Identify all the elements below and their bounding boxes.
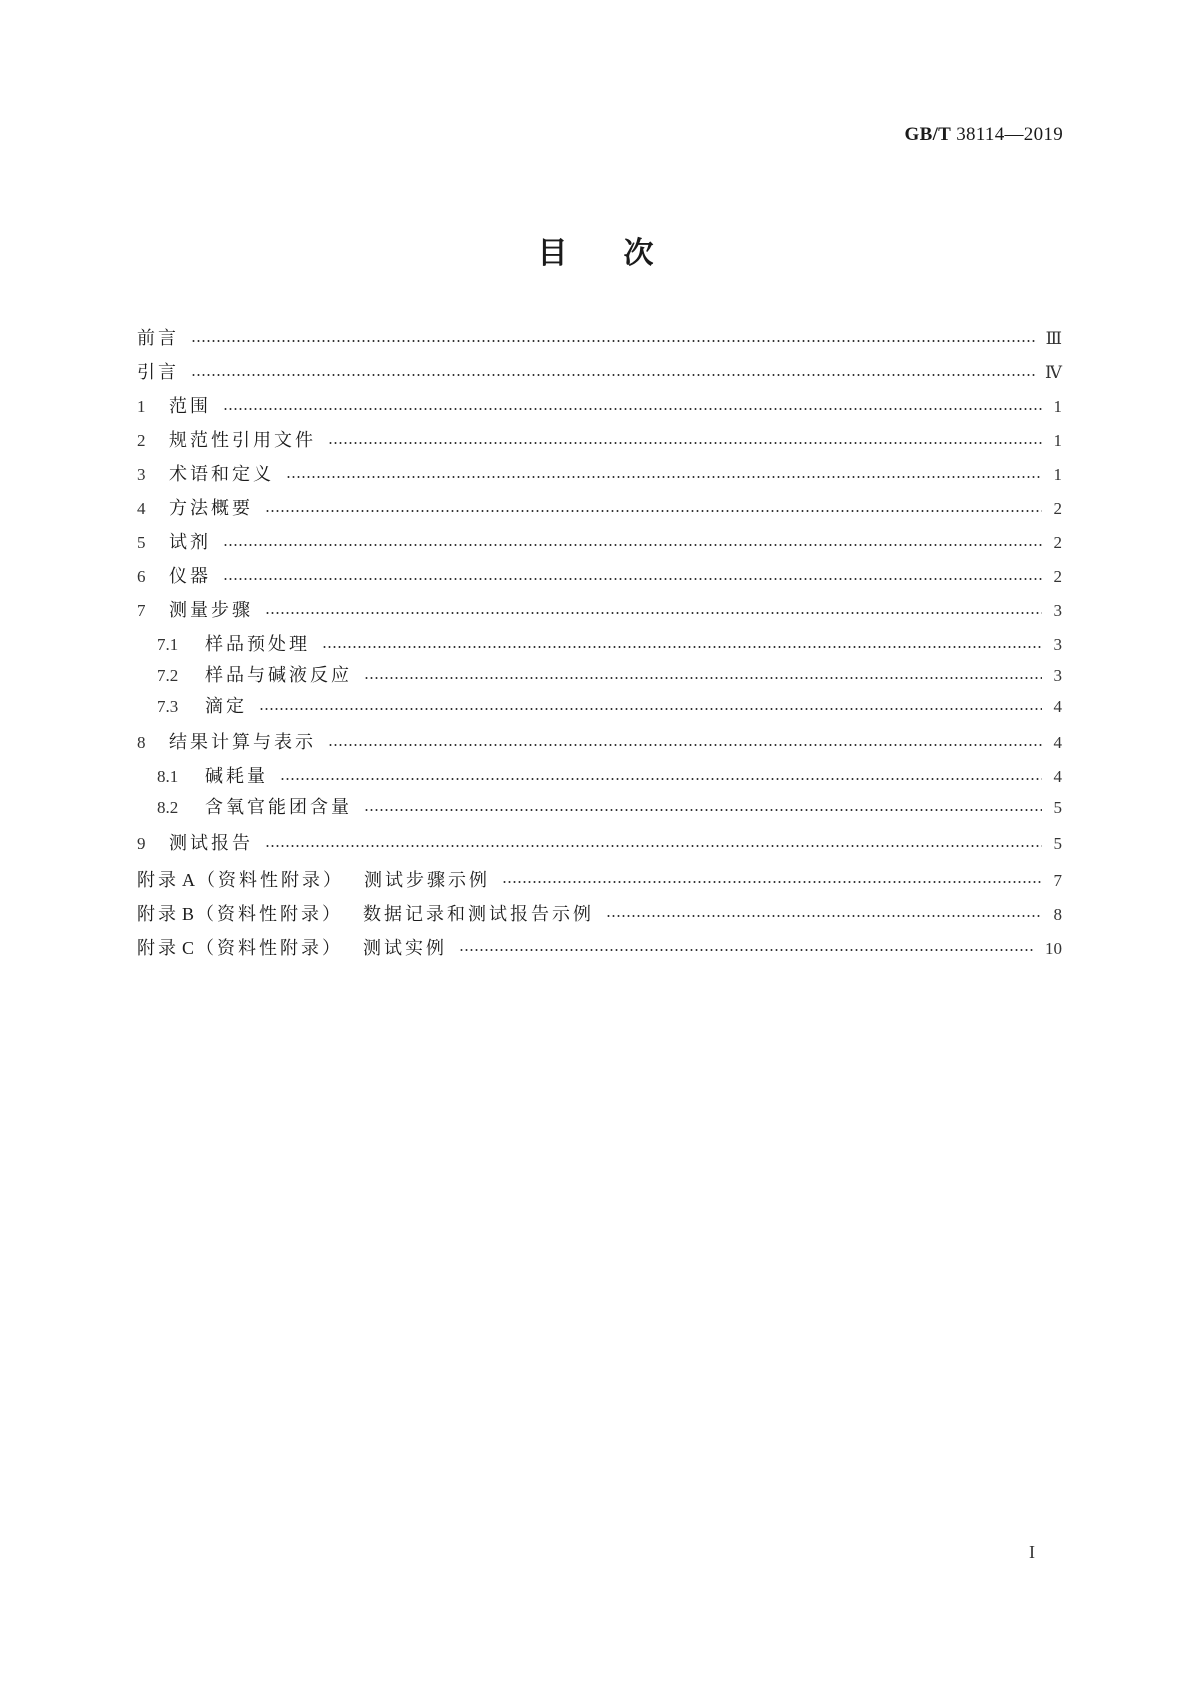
toc-entry-page: 2 [1053,567,1062,586]
appendix-type: （资料性附录） [196,904,344,925]
toc-entry-1[interactable] [137,392,1062,422]
toc-entry-label: 含氧官能团含量 [205,797,352,818]
dot-leader [328,442,1042,444]
dot-leader [502,881,1042,883]
dot-leader [191,340,1036,342]
toc-entry-page: 5 [1053,798,1062,817]
toc-entry-number: 4 [137,499,146,518]
toc-entry-number: 6 [137,567,146,586]
toc-entry-page: 10 [1045,939,1062,958]
toc-entry-number: 8.2 [157,798,179,817]
toc-entry-7-3[interactable] [157,692,1062,722]
toc-entry-label: 样品与碱液反应 [205,665,352,686]
toc-entry-8[interactable] [137,728,1062,758]
toc-entry-label: 规范性引用文件 [169,430,316,451]
toc-entry-label: 试剂 [169,532,211,553]
toc-entry-label: 引言 [137,362,179,383]
toc-entry-2[interactable] [137,426,1062,456]
toc-entry-label: 前言 [137,328,179,349]
toc-entry-page: 2 [1053,533,1062,552]
appendix-letter: C [182,938,195,958]
appendix-letter: A [182,870,195,890]
dot-leader [322,646,1042,648]
toc-entry-7-2[interactable] [157,661,1062,691]
standard-number: 38114—2019 [956,124,1063,145]
appendix-prefix: 附录 [137,938,179,959]
toc-entry-label: 范围 [169,396,211,417]
toc-entry-number: 7.2 [157,666,179,685]
toc-entry-page: 5 [1053,834,1062,853]
toc-entry-introduction[interactable] [137,358,1062,388]
dot-leader [459,949,1035,951]
dot-leader [259,708,1042,710]
toc-entry-number: 2 [137,431,146,450]
toc-entry-label: 样品预处理 [205,634,310,655]
toc-entry-label: 方法概要 [169,498,253,519]
standard-prefix: GB/T [904,124,952,145]
toc-entry-label: 仪器 [169,566,211,587]
toc-entry-page: 1 [1053,397,1062,416]
toc-entry-page: 1 [1053,431,1062,450]
toc-entry-appendix-c[interactable] [137,933,1062,963]
toc-entry-label: 测试报告 [169,833,253,854]
toc-entry-number: 5 [137,533,146,552]
dot-leader [265,612,1042,614]
appendix-letter: B [182,904,195,924]
toc-entry-number: 9 [137,834,146,853]
toc-entry-7[interactable] [137,596,1062,626]
toc-entry-label: 结果计算与表示 [169,732,316,753]
toc-entry-number: 8.1 [157,767,179,786]
toc-entry-8-1[interactable] [157,762,1062,792]
page-number: I [1029,1542,1035,1562]
toc-entry-number: 7.1 [157,635,179,654]
toc-entry-appendix-b[interactable] [137,899,1062,929]
toc-entry-appendix-a[interactable] [137,865,1062,895]
toc-entry-page: 4 [1053,697,1062,716]
toc-entry-number: 7.3 [157,697,179,716]
toc-entry-page: 1 [1053,465,1062,484]
toc-entry-page: 8 [1053,905,1062,924]
toc-entry-label: 碱耗量 [205,766,268,787]
appendix-prefix: 附录 [137,870,179,891]
toc-entry-page: 3 [1053,666,1062,685]
toc-entry-label: 术语和定义 [169,464,274,485]
dot-leader [328,744,1042,746]
toc-entry-6[interactable] [137,562,1062,592]
toc-entry-page: 3 [1053,635,1062,654]
dot-leader [223,578,1042,580]
toc-entry-number: 7 [137,601,146,620]
toc-entry-label: 测量步骤 [169,600,253,621]
appendix-type: （资料性附录） [196,938,344,959]
dot-leader [191,374,1035,376]
standard-code [905,124,1063,146]
dot-leader [265,845,1042,847]
dot-leader [364,677,1042,679]
appendix-title: 数据记录和测试报告示例 [363,904,595,925]
dot-leader [223,408,1042,410]
toc-entry-page: 4 [1053,767,1062,786]
dot-leader [223,544,1042,546]
toc-entry-preface[interactable] [137,324,1062,354]
toc-entry-page: 2 [1053,499,1062,518]
toc-entry-page: 7 [1053,871,1062,890]
toc-entry-4[interactable] [137,494,1062,524]
dot-leader [606,915,1042,917]
toc-entry-number: 1 [137,397,146,416]
toc-entry-5[interactable] [137,528,1062,558]
toc-entry-number: 3 [137,465,146,484]
dot-leader [265,510,1042,512]
toc-entry-number: 8 [137,733,146,752]
toc-entry-8-2[interactable] [157,793,1062,823]
toc-title: 目次 [537,236,710,271]
toc-entry-page: Ⅲ [1045,329,1062,348]
appendix-prefix: 附录 [137,904,179,925]
toc-entry-page: Ⅳ [1045,363,1062,382]
toc-entry-7-1[interactable] [157,630,1062,660]
dot-leader [364,809,1042,811]
appendix-title: 测试步骤示例 [364,870,490,891]
toc-entry-3[interactable] [137,460,1062,490]
toc-entry-page: 3 [1053,601,1062,620]
toc-entry-page: 4 [1053,733,1062,752]
appendix-type: （资料性附录） [197,870,344,891]
dot-leader [280,778,1042,780]
appendix-title: 测试实例 [363,938,448,959]
toc-entry-label: 滴定 [205,696,247,717]
toc-entry-9[interactable] [137,829,1062,859]
dot-leader [286,476,1042,478]
